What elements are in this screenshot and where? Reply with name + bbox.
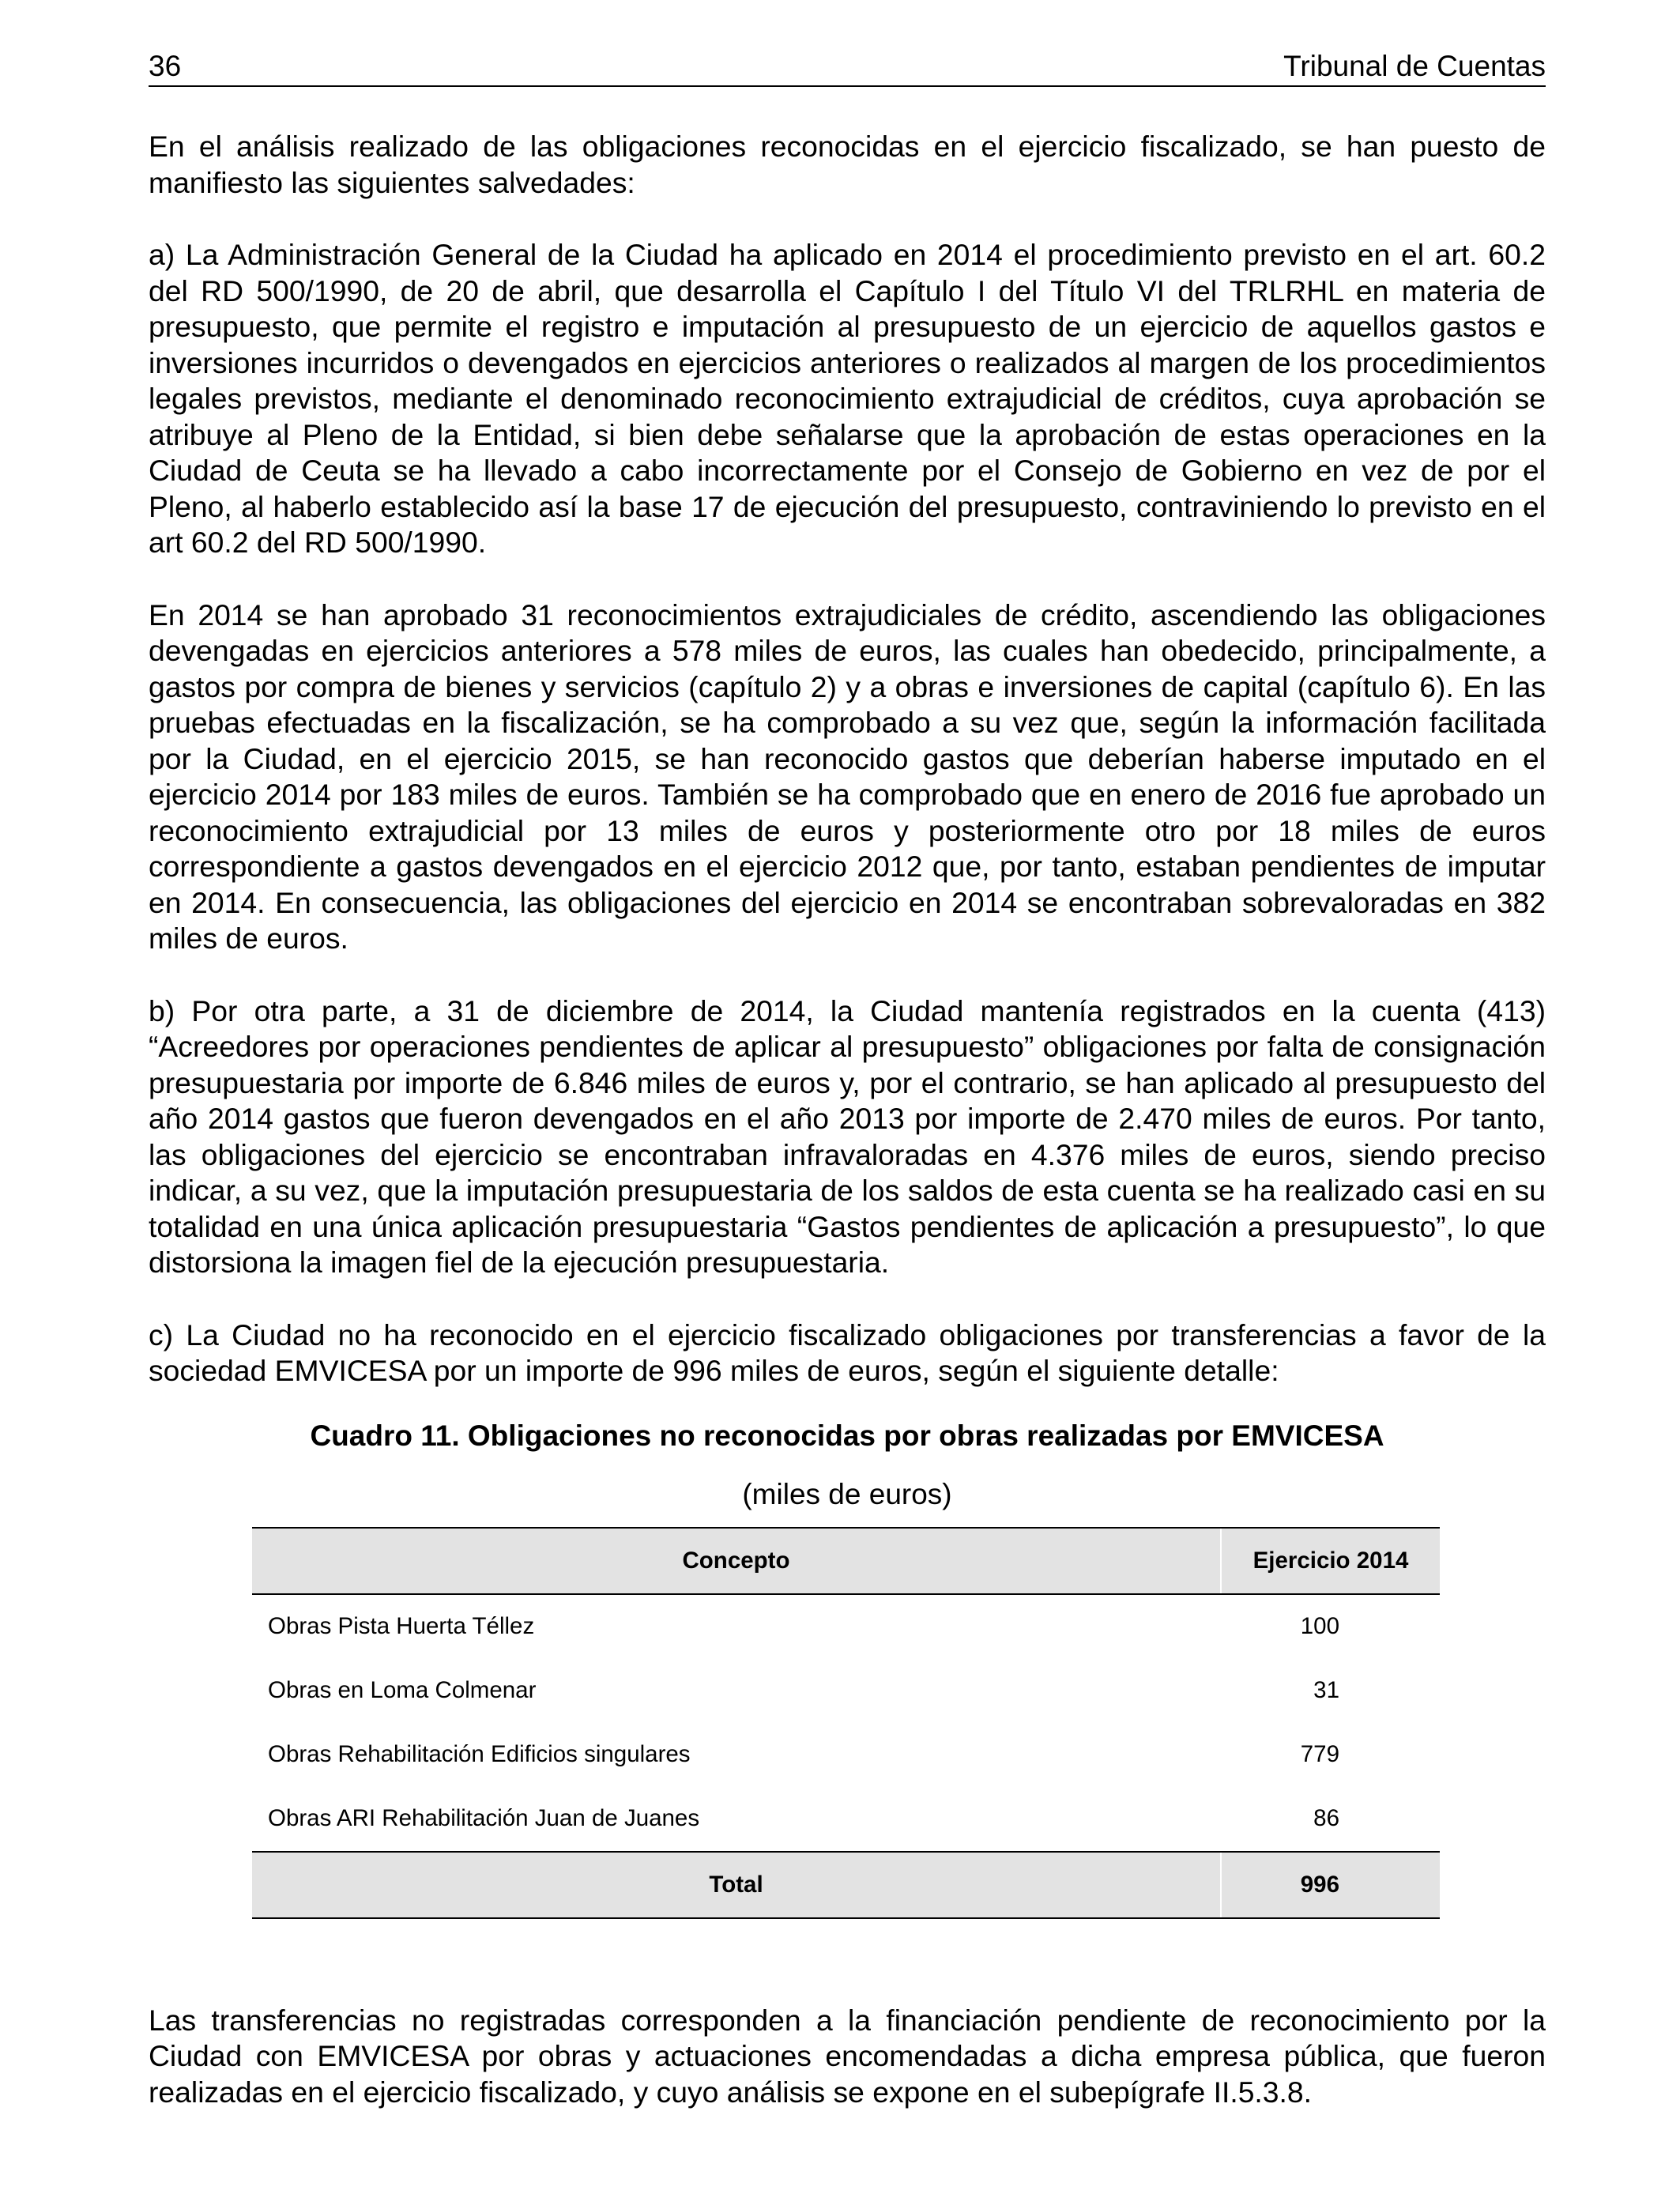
table-units: (miles de euros) bbox=[742, 1477, 952, 1510]
table-row bbox=[252, 1594, 1440, 1659]
row-concept: Obras ARI Rehabilitación Juan de Juanes bbox=[268, 1805, 700, 1832]
obligations-table bbox=[252, 1527, 1440, 1919]
column-header-concepto: Concepto bbox=[252, 1528, 1221, 1594]
table-header-row bbox=[252, 1528, 1440, 1594]
table-row bbox=[252, 1659, 1440, 1723]
page-number: 36 bbox=[149, 50, 182, 82]
page-body bbox=[149, 129, 1546, 2147]
row-concept: Obras en Loma Colmenar bbox=[268, 1677, 537, 1704]
table-total-row bbox=[252, 1852, 1440, 1918]
table-row bbox=[252, 1787, 1440, 1852]
total-label: Total bbox=[252, 1852, 1221, 1918]
paragraph-c: c) La Ciudad no ha reconocido en el ejercicio fiscalizado obligaciones por transferencias a favor de la sociedad EMVICESA por un importe de 996 miles de euros, según el siguiente detalle: bbox=[149, 1318, 1546, 1387]
row-value: 31 bbox=[1313, 1677, 1339, 1704]
paragraph-a: a) La Administración General de la Ciudad ha aplicado en 2014 el procedimiento previsto en el art. 60.2 del RD 500/1990, de 20 de abril, que desarrolla el Capítulo I del Título VI del TRLRHL en materia de presupuesto, que permite el registro e imputación al presupuesto de un ejercicio de aquellos gastos e inversiones incurridos o devengados en ejercicios anteriores o realizados al margen de los procedimientos legales previstos, mediante el denominado reconocimiento extrajudicial de créditos, cuya aprobación se atribuye al Pleno de la Entidad, si bien debe señalarse que la aprobación de estas operaciones en la Ciudad de Ceuta se ha llevado a cabo incorrectamente por el Consejo de Gobierno en vez de por el Pleno, al haberlo establecido así la base 17 de ejecución del presupuesto, contraviniendo lo previsto en el art 60.2 del RD 500/1990. bbox=[149, 238, 1546, 559]
column-header-ejercicio: Ejercicio 2014 bbox=[1221, 1528, 1440, 1594]
paragraph-a-continued: En 2014 se han aprobado 31 reconocimientos extrajudiciales de crédito, ascendiendo las obligaciones devengadas en ejercicios anteriores a 578 miles de euros, las cuales han obedecido, principalmente, a gastos por compra de bienes y servicios (capítulo 2) y a obras e inversiones de capital (capítulo 6). En las pruebas efectuadas en la fiscalización, se ha comprobado a su vez que, según la información facilitada por la Ciudad, en el ejercicio 2015, se han reconocido gastos que deberían haberse imputado en el ejercicio 2014 por 183 miles de euros. También se ha comprobado que en enero de 2016 fue aprobado un reconocimiento extrajudicial por 13 miles de euros y posteriormente otro por 18 miles de euros correspondiente a gastos devengados en el ejercicio 2012 que, por tanto, estaban pendientes de imputar en 2014. En consecuencia, las obligaciones del ejercicio en 2014 se encontraban sobrevaloradas en 382 miles de euros. bbox=[149, 598, 1546, 955]
page-header bbox=[149, 46, 1546, 87]
row-value: 100 bbox=[1300, 1613, 1339, 1640]
row-concept: Obras Rehabilitación Edificios singulares bbox=[268, 1741, 691, 1768]
table-title: Cuadro 11. Obligaciones no reconocidas por obras realizadas por EMVICESA bbox=[310, 1419, 1384, 1452]
paragraph-intro: En el análisis realizado de las obligaciones reconocidas en el ejercicio fiscalizado, se han puesto de manifiesto las siguientes salvedades: bbox=[149, 130, 1546, 199]
paragraph-b: b) Por otra parte, a 31 de diciembre de 2014, la Ciudad mantenía registrados en la cuenta (413) “Acreedores por operaciones pendientes de aplicar al presupuesto” obligaciones por falta de consignación presupuestaria por importe de 6.846 miles de euros y, por el contrario, se han aplicado al presupuesto del año 2014 gastos que fueron devengados en el año 2013 por importe de 2.470 miles de euros. Por tanto, las obligaciones del ejercicio se encontraban infravaloradas en 4.376 miles de euros, siendo preciso indicar, a su vez, que la imputación presupuestaria de los saldos de esta cuenta se ha realizado casi en su totalidad en una única aplicación presupuestaria “Gastos pendientes de aplicación a presupuesto”, lo que distorsiona la imagen fiel de la ejecución presupuestaria. bbox=[149, 993, 1546, 1279]
row-concept: Obras Pista Huerta Téllez bbox=[268, 1613, 535, 1640]
table-row bbox=[252, 1723, 1440, 1787]
paragraph-closing: Las transferencias no registradas corresponden a la financiación pendiente de reconocimiento por la Ciudad con EMVICESA por obras y actuaciones encomendadas a dicha empresa pública, que fueron realizadas en el ejercicio fiscalizado, y cuyo análisis se expone en el subepígrafe II.5.3.8. bbox=[149, 2003, 1546, 2109]
total-value: 996 bbox=[1221, 1852, 1440, 1918]
publisher-name: Tribunal de Cuentas bbox=[1283, 50, 1546, 82]
row-value: 86 bbox=[1313, 1805, 1339, 1832]
row-value: 779 bbox=[1300, 1741, 1339, 1768]
